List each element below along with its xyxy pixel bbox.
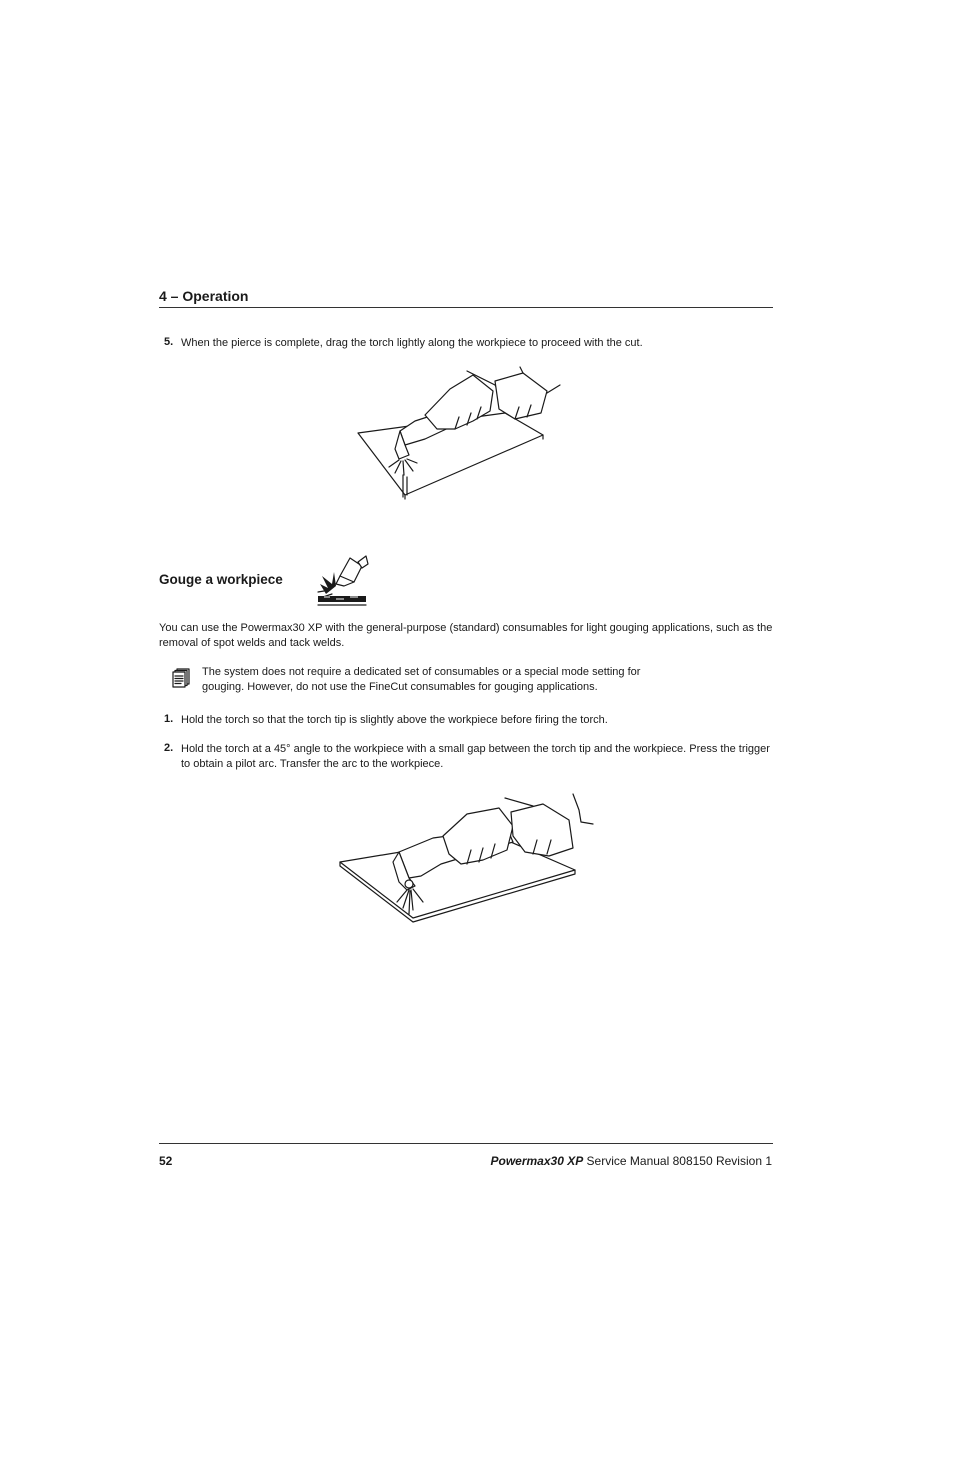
step-text: Hold the torch so that the torch tip is slightly above the workpiece before firing the torch. <box>181 714 608 726</box>
page-number: 52 <box>159 1154 173 1168</box>
gouging-angle-illustration <box>337 790 599 920</box>
gouging-torch-icon <box>316 554 368 608</box>
footer-doc-info <box>491 1154 773 1168</box>
section-title: Gouge a workpiece <box>159 572 283 587</box>
note-text: The system does not require a dedicated set of consumables or a special mode setting for gouging. However, do not use the FineCut consumables for gouging applications. <box>202 666 641 693</box>
footer-rule <box>159 1143 773 1144</box>
manual-info: Service Manual 808150 Revision 1 <box>583 1154 772 1168</box>
note-icon <box>172 668 190 688</box>
header-rule <box>159 307 773 308</box>
step-text: When the pierce is complete, drag the torch lightly along the workpiece to proceed with the cut. <box>181 337 643 349</box>
section-intro: You can use the Powermax30 XP with the general-purpose (standard) consumables for light gouging applications, such as the removal of spot welds and tack welds. <box>159 622 773 649</box>
product-name: Powermax30 XP <box>490 1154 584 1168</box>
drag-cut-illustration <box>355 363 550 500</box>
chapter-header: 4 – Operation <box>159 288 249 304</box>
step-text: Hold the torch at a 45° angle to the workpiece with a small gap between the torch tip and the workpiece. Press the trigger to obtain a pilot arc. Transfer the arc to the workpiece. <box>181 743 770 770</box>
step-number: 1. <box>164 713 174 725</box>
step-number: 2. <box>164 742 174 754</box>
step-number: 5. <box>164 336 174 348</box>
